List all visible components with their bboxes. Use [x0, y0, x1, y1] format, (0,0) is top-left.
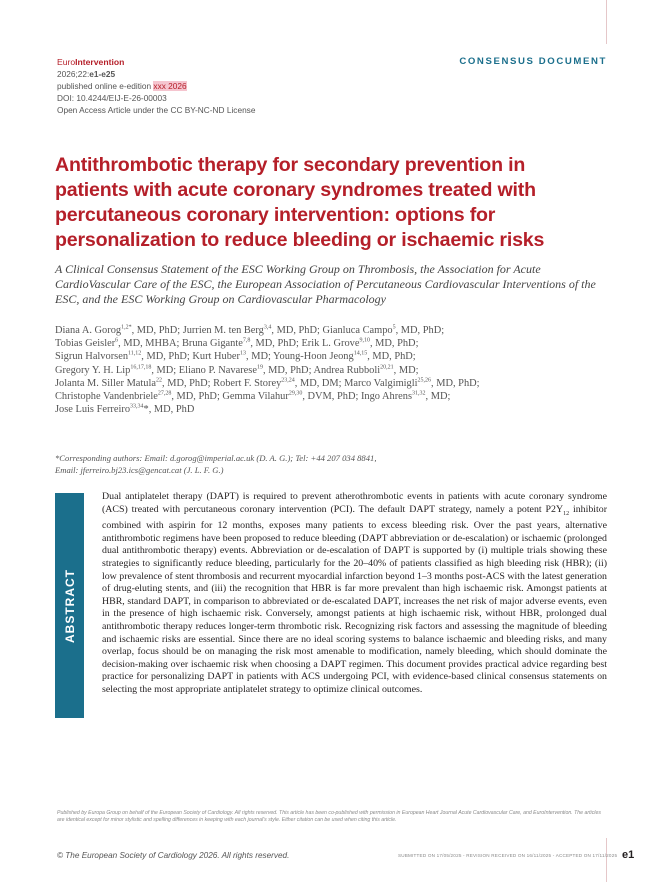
author-text: *, MD, PhD: [143, 404, 195, 416]
author-text: , MD, PhD; Kurt Huber: [141, 351, 241, 363]
affiliation-sup: 1,2*: [121, 324, 132, 331]
author-line: [55, 377, 615, 390]
affiliation-sup: 33,34: [130, 403, 144, 410]
article-subtitle: A Clinical Consensus Statement of the ESC Working Group on Thrombosis, the Association for Acute CardioVascular Care of the ESC, the European Association of Percutaneous Cardiovascular Interventions of the ESC, and the ESC Working Group on Cardiovascular Pharmacology: [55, 262, 596, 307]
author-name: Diana A. Gorog: [55, 325, 122, 336]
affiliation-sup: 19: [256, 364, 263, 371]
author-text: , DVM, PhD; Ingo Ahrens: [302, 391, 413, 403]
published-date: xxx 2026: [153, 81, 187, 91]
correspondence-line: Email: jferreiro.bj23.ics@gencat.cat (J. L. F. G.): [55, 465, 224, 475]
volume-pages: [57, 68, 255, 80]
author-text: , MD;: [393, 364, 419, 376]
affiliation-sup: 6: [115, 337, 119, 344]
author-name: Jolanta M. Siller Matula: [55, 377, 157, 389]
author-line: [55, 350, 615, 363]
author-text: , MD;: [425, 391, 451, 403]
affiliation-sup: 11,12: [128, 350, 142, 357]
affiliation-sup: 29,30: [288, 390, 303, 397]
author-name: Sigrun Halvorsen: [55, 351, 129, 363]
author-text: , MD, MHBA; Bruna Gigante: [118, 338, 243, 350]
journal-name: [57, 56, 255, 68]
author-text: , MD; Eliano P. Navarese: [151, 364, 257, 376]
volume: 2026;22:: [57, 69, 90, 79]
journal-name-prefix: Euro: [57, 57, 76, 67]
affiliation-sup: 27,28: [157, 390, 172, 397]
author-text: , MD, DM; Marco Valgimigli: [294, 377, 418, 389]
top-vertical-rule: [606, 0, 607, 44]
affiliation-sup: 23,24: [281, 377, 295, 384]
author-text: , MD, PhD; Gemma Vilahur: [171, 391, 289, 403]
page-number: e1: [622, 849, 635, 861]
correspondence-note: [55, 452, 615, 476]
affiliation-sup: 7,8: [242, 337, 251, 344]
submission-dates: SUBMITTED ON 17/05/2025 - REVISION RECEIVED ON 16/11/2025 - ACCEPTED ON 17/11/2025: [398, 853, 618, 858]
author-list: [55, 324, 615, 416]
bottom-vertical-rule: [606, 838, 607, 882]
author-text: , MD, PhD;: [369, 338, 419, 350]
author-line: [55, 403, 615, 416]
page-range: e1-e25: [89, 69, 116, 79]
abstract-subscript: 12: [563, 510, 570, 517]
abstract-label-box: [55, 493, 84, 718]
author-name: Gregory Y. H. Lip: [55, 364, 131, 376]
affiliation-sup: 13: [240, 350, 247, 357]
correspondence-line: *Corresponding authors: Email: d.gorog@imperial.ac.uk (D. A. G.); Tel: +44 207 034 8841,: [55, 453, 377, 463]
author-line: [55, 390, 615, 403]
affiliation-sup: 16,17,18: [130, 364, 152, 371]
abstract-part: inhibitor combined with aspirin for 12 months, exposes many patients to excess bleeding risk. Over the past years, alternative antithrombotic regimens have been proposed to reduce bleeding (DAPT abbreviation or de-escalation) or ischaemic (prolonged dual antithrombotic therapy) events. Abbreviation or de-escalation of DAPT is supported by (i) multiple trials showing these strategies to significantly reduce bleeding, particularly for the 20–40% of patients classified as high bleeding risk (HBR); (ii) low prevalence of stent thrombosis and recurrent myocardial infarction beyond 1–3 months post-ACS with the latest generation of drug-eluting stents, and (iii) the recognition that HBR is far more prevalent than high ischaemic risk. Amongst patients at HBR, standard DAPT, in comparison to abbreviated or de-escalated DAPT, increases the net risk of major adverse events, even in the presence of high ischaemic risk. Conversely, amongst patients at high ischaemic risk, without HBR, prolonged dual antithrombotic therapy reduces longer-term thrombotic risk. Recognizing risk factors and assessing the magnitude of bleeding and ischaemic risks are essential. Since there are no ideal scoring systems to balance ischaemic and bleeding risks, and many overlap, focus should be on managing the risk most amenable to modification, namely bleeding, which should dominate the decision-making over ischaemic risk when choosing a DAPT regimen. This document provides practical advice regarding best practice for personalizing DAPT in patients with ACS undergoing PCI, with evidence-based clinical consensus statements on selecting the most appropriate antiplatelet strategy to optimize clinical outcomes.: [102, 503, 608, 695]
journal-name-suffix: Intervention: [75, 57, 125, 67]
published-line: [57, 80, 255, 92]
author-text: , MD, PhD; Erik L. Grove: [250, 338, 360, 350]
author-text: , MD, PhD; Andrea Rubboli: [262, 364, 381, 376]
license: Open Access Article under the CC BY-NC-ND License: [57, 105, 256, 115]
publication-notice: Published by Europa Group on behalf of the European Society of Cardiology. All rights reserved. This article has been co-published with permission in European Heart Journal Acute Cardiovascular Care, and EuroIntervention. The articles are identical except for minor stylistic and spelling differences in keeping with each journal's style. Either citation can be used when citing this article.: [57, 810, 601, 823]
author-name: Tobias Geisler: [55, 338, 116, 350]
article-title: Antithrombotic therapy for secondary prevention in patients with acute coronary syndromes treated with percutaneous coronary intervention: options for personalization to reduce bleeding or ischaemic risks: [55, 154, 545, 251]
author-name: Christophe Vandenbriele: [55, 391, 158, 403]
affiliation-sup: 31,32: [412, 390, 426, 397]
author-name: Jose Luis Ferreiro: [55, 404, 131, 416]
author-text: , MD, PhD;: [431, 377, 480, 389]
affiliation-sup: 9,10: [359, 337, 370, 344]
published-prefix: published online e-edition: [57, 81, 154, 91]
author-text: , MD, PhD; Jurrien M. ten Berg: [131, 325, 264, 336]
doi[interactable]: DOI: 10.4244/EIJ-E-26-00003: [57, 93, 167, 103]
section-label: CONSENSUS DOCUMENT: [459, 56, 607, 67]
affiliation-sup: 22: [156, 377, 163, 384]
copyright: © The European Society of Cardiology 2026. All rights reserved.: [57, 851, 290, 860]
author-line: [55, 364, 615, 377]
author-line: [55, 324, 615, 337]
author-text: , MD, PhD; Gianluca Campo: [271, 325, 393, 336]
author-line: [55, 337, 615, 350]
abstract-text: [102, 491, 607, 696]
affiliation-sup: 5: [392, 324, 396, 331]
author-text: , MD, PhD;: [395, 325, 445, 336]
abstract-label: ABSTRACT: [62, 568, 77, 643]
affiliation-sup: 25,26: [417, 377, 432, 384]
affiliation-sup: 20,21: [380, 364, 394, 371]
abstract-part: Dual antiplatelet therapy (DAPT) is required to prevent atherothrombotic events in patients with acute coronary syndrome (ACS) treated with percutaneous coronary intervention (PCI). The default DAPT strategy, namely a potent P2Y: [102, 491, 607, 515]
affiliation-sup: 14,15: [353, 350, 368, 357]
masthead: [57, 56, 255, 116]
author-text: , MD, PhD;: [367, 351, 416, 363]
author-text: , MD, PhD; Robert F. Storey: [162, 377, 282, 389]
author-text: , MD; Young-Hoon Jeong: [246, 351, 354, 363]
affiliation-sup: 3,4: [263, 324, 272, 331]
